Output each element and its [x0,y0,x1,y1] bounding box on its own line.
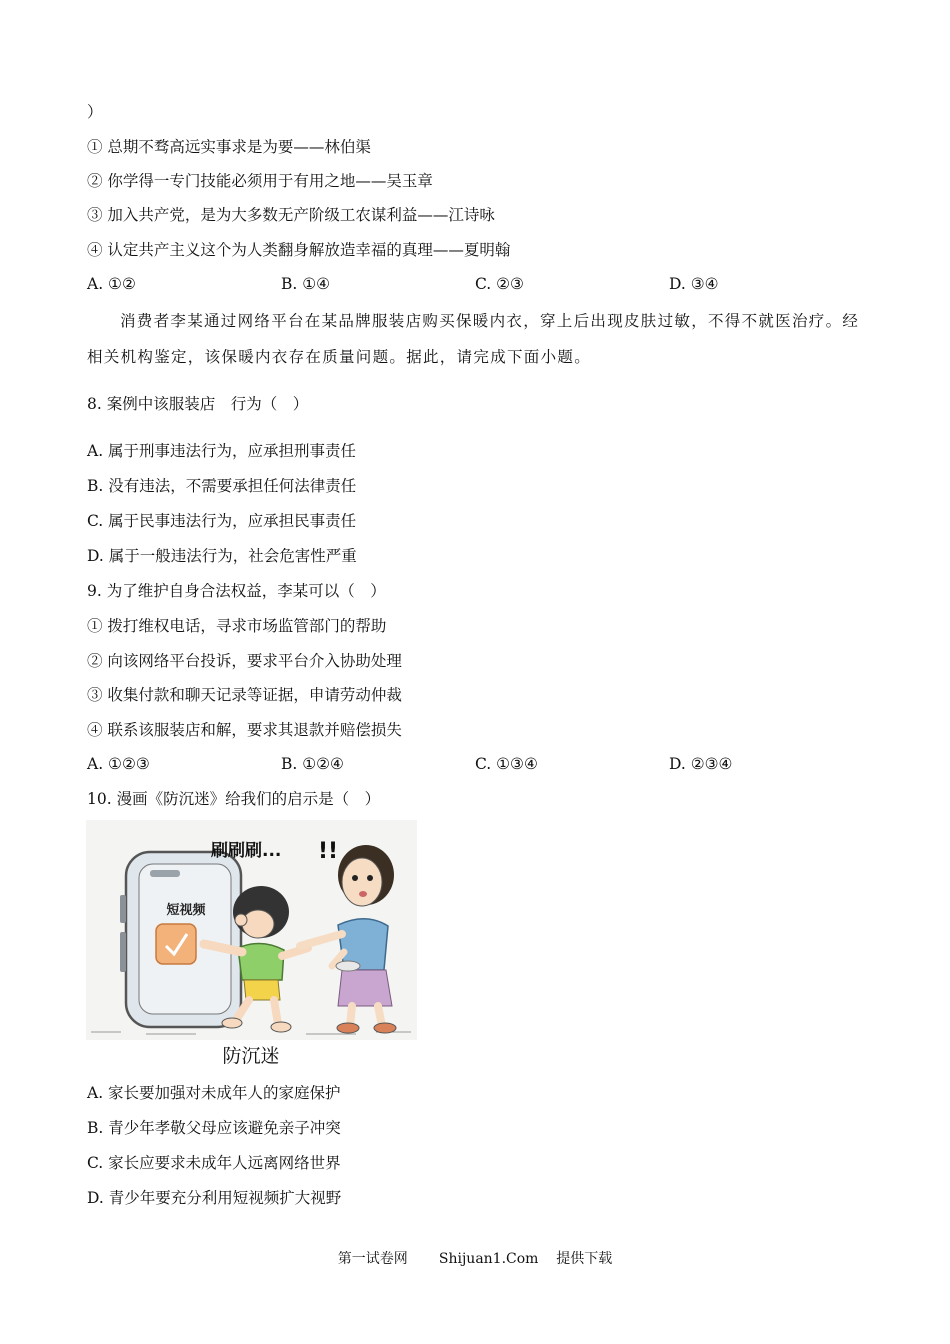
q7-option-c: C. ②③ [475,275,524,293]
page-footer [0,1248,950,1268]
q10-option-a: A. 家长要加强对未成年人的家庭保护 [87,1084,341,1102]
cartoon-exclaim: !! [318,839,339,864]
q9-stem: 9. 为了维护自身合法权益，李某可以（ ） [87,582,386,600]
q9-option-c: C. ①③④ [475,755,538,773]
q7-item-3: ③ 加入共产党，是为大多数无产阶级工农谋利益——江诗咏 [87,206,495,224]
anti-addiction-cartoon [86,820,417,1070]
q10-stem: 10. 漫画《防沉迷》给我们的启示是（ ） [87,790,381,808]
q7-option-a: A. ①② [87,275,136,293]
q10-option-d: D. 青少年要充分利用短视频扩大视野 [87,1189,342,1207]
q8-option-c: C. 属于民事违法行为，应承担民事责任 [87,512,357,530]
material-line-1: 消费者李某通过网络平台在某品牌服装店购买保暖内衣，穿上后出现皮肤过敏，不得不就医治疗。经 [120,312,860,330]
q9-item-2: ② 向该网络平台投诉，要求平台介入协助处理 [87,652,402,670]
q8-stem: 8. 案例中该服装店 行为（ ） [87,395,309,413]
footer-right: 提供下载 [556,1251,613,1267]
cartoon-caption: 防沉迷 [222,1045,280,1067]
q7-option-b: B. ①④ [281,275,331,293]
cartoon-app-label: 短视频 [166,903,206,918]
q9-option-b: B. ①②④ [281,755,344,773]
q8-option-a: A. 属于刑事违法行为，应承担刑事责任 [87,442,357,460]
q7-paren-close: ） [87,103,103,121]
cartoon-bubble-text: 刷刷刷... [211,841,282,861]
q8-option-d: D. 属于一般违法行为，社会危害性严重 [87,547,357,565]
q9-item-3: ③ 收集付款和聊天记录等证据，申请劳动仲裁 [87,686,402,704]
q9-item-1: ① 拨打维权电话，寻求市场监管部门的帮助 [87,617,387,635]
q9-item-4: ④ 联系该服装店和解，要求其退款并赔偿损失 [87,721,402,739]
q10-option-c: C. 家长应要求未成年人远离网络世界 [87,1154,341,1172]
q9-option-a: A. ①②③ [87,755,150,773]
q7-item-1: ① 总期不骛高远实事求是为要——林伯渠 [87,138,371,156]
q8-option-b: B. 没有违法，不需要承担任何法律责任 [87,477,357,495]
footer-left: 第一试卷网 [337,1251,408,1267]
phone-illustration [120,852,241,1027]
q10-option-b: B. 青少年孝敬父母应该避免亲子冲突 [87,1119,341,1137]
footer-site[interactable]: Shijuan1.Com [438,1251,539,1267]
q7-item-2: ② 你学得一专门技能必须用于有用之地——吴玉章 [87,172,433,190]
q9-option-d: D. ②③④ [669,755,733,773]
q7-option-d: D. ③④ [669,275,719,293]
material-line-2: 相关机构鉴定，该保暖内衣存在质量问题。据此，请完成下面小题。 [87,348,592,366]
q7-item-4: ④ 认定共产主义这个为人类翻身解放造幸福的真理——夏明翰 [87,241,511,259]
